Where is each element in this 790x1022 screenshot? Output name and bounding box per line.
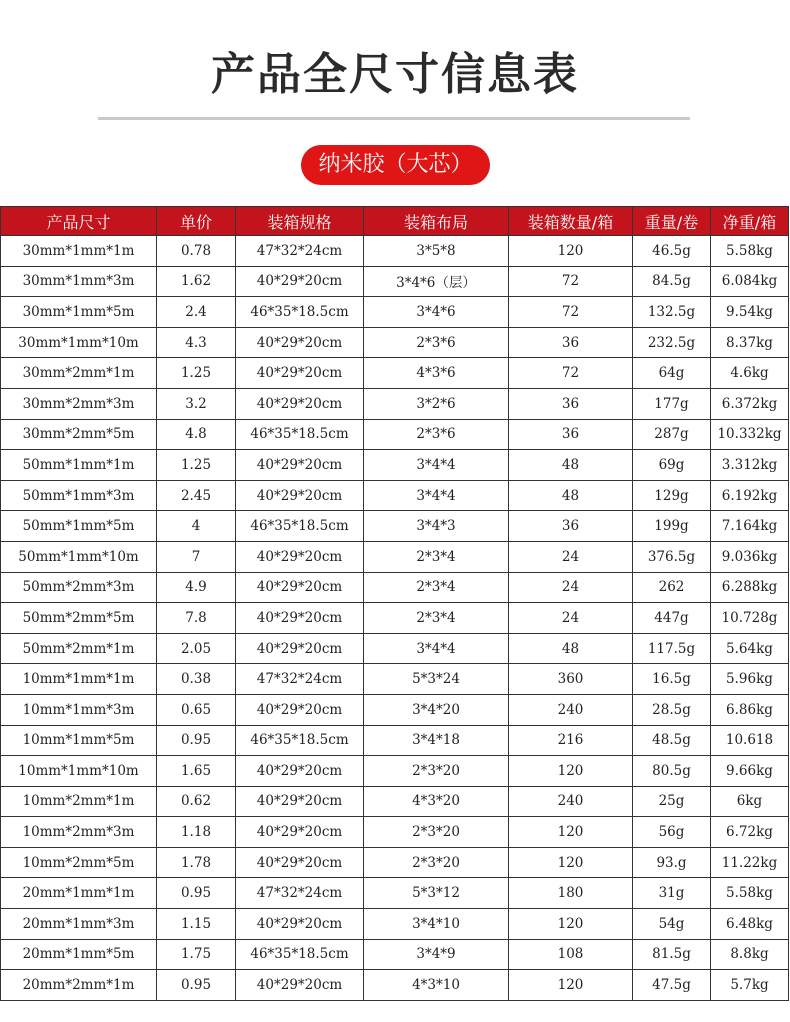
price-cell: 4.9 [157, 572, 236, 603]
qty-per-carton-cell: 120 [509, 756, 633, 787]
qty-per-carton-cell: 72 [509, 297, 633, 328]
weight-per-roll-cell: 69g [633, 450, 711, 481]
table-row [1, 633, 789, 664]
carton-layout-cell: 3*4*10 [364, 909, 509, 940]
weight-per-roll-cell: 93.g [633, 847, 711, 878]
weight-per-roll-cell: 132.5g [633, 297, 711, 328]
carton-spec-cell: 40*29*20cm [236, 786, 364, 817]
qty-per-carton-cell: 36 [509, 327, 633, 358]
net-weight-cell: 7.164kg [711, 511, 789, 542]
net-weight-cell: 6.72kg [711, 817, 789, 848]
carton-spec-cell: 40*29*20cm [236, 970, 364, 1001]
carton-layout-cell: 3*4*6 [364, 297, 509, 328]
price-cell: 0.65 [157, 694, 236, 725]
table-row [1, 511, 789, 542]
weight-per-roll-cell: 376.5g [633, 541, 711, 572]
size-cell: 50mm*1mm*5m [1, 511, 157, 542]
size-cell: 10mm*2mm*1m [1, 786, 157, 817]
net-weight-cell: 8.8kg [711, 939, 789, 970]
qty-per-carton-cell: 360 [509, 664, 633, 695]
product-size-table [0, 206, 789, 1001]
qty-per-carton-cell: 240 [509, 786, 633, 817]
qty-per-carton-cell: 120 [509, 970, 633, 1001]
carton-layout-cell: 3*4*9 [364, 939, 509, 970]
table-row [1, 817, 789, 848]
price-cell: 0.95 [157, 878, 236, 909]
net-weight-cell: 10.618 [711, 725, 789, 756]
carton-spec-cell: 40*29*20cm [236, 603, 364, 634]
table-row [1, 388, 789, 419]
carton-layout-cell: 4*3*10 [364, 970, 509, 1001]
price-cell: 0.38 [157, 664, 236, 695]
net-weight-cell: 8.37kg [711, 327, 789, 358]
column-header: 重量/卷 [633, 207, 711, 236]
qty-per-carton-cell: 120 [509, 909, 633, 940]
carton-layout-cell: 3*4*20 [364, 694, 509, 725]
size-cell: 10mm*1mm*5m [1, 725, 157, 756]
size-cell: 10mm*1mm*1m [1, 664, 157, 695]
qty-per-carton-cell: 24 [509, 572, 633, 603]
column-header: 产品尺寸 [1, 207, 157, 236]
carton-layout-cell: 3*5*8 [364, 236, 509, 267]
net-weight-cell: 4.6kg [711, 358, 789, 389]
table-row [1, 236, 789, 267]
qty-per-carton-cell: 72 [509, 358, 633, 389]
weight-per-roll-cell: 46.5g [633, 236, 711, 267]
price-cell: 1.78 [157, 847, 236, 878]
price-cell: 1.62 [157, 266, 236, 297]
carton-spec-cell: 46*35*18.5cm [236, 939, 364, 970]
size-cell: 50mm*2mm*5m [1, 603, 157, 634]
qty-per-carton-cell: 36 [509, 388, 633, 419]
carton-layout-cell: 3*4*6（层） [364, 266, 509, 297]
price-cell: 0.95 [157, 970, 236, 1001]
carton-layout-cell: 3*4*4 [364, 450, 509, 481]
net-weight-cell: 6.288kg [711, 572, 789, 603]
table-row [1, 664, 789, 695]
carton-layout-cell: 3*2*6 [364, 388, 509, 419]
carton-spec-cell: 47*32*24cm [236, 236, 364, 267]
carton-spec-cell: 40*29*20cm [236, 572, 364, 603]
weight-per-roll-cell: 262 [633, 572, 711, 603]
size-cell: 20mm*1mm*1m [1, 878, 157, 909]
table-row [1, 297, 789, 328]
size-cell: 10mm*2mm*3m [1, 817, 157, 848]
weight-per-roll-cell: 177g [633, 388, 711, 419]
qty-per-carton-cell: 216 [509, 725, 633, 756]
weight-per-roll-cell: 31g [633, 878, 711, 909]
qty-per-carton-cell: 240 [509, 694, 633, 725]
price-cell: 1.65 [157, 756, 236, 787]
carton-layout-cell: 2*3*20 [364, 817, 509, 848]
net-weight-cell: 6kg [711, 786, 789, 817]
carton-layout-cell: 2*3*4 [364, 572, 509, 603]
size-cell: 50mm*1mm*10m [1, 541, 157, 572]
carton-layout-cell: 4*3*20 [364, 786, 509, 817]
title-divider [98, 117, 690, 120]
net-weight-cell: 5.58kg [711, 236, 789, 267]
carton-spec-cell: 47*32*24cm [236, 664, 364, 695]
carton-layout-cell: 2*3*4 [364, 541, 509, 572]
weight-per-roll-cell: 47.5g [633, 970, 711, 1001]
weight-per-roll-cell: 232.5g [633, 327, 711, 358]
carton-spec-cell: 40*29*20cm [236, 388, 364, 419]
price-cell: 7.8 [157, 603, 236, 634]
table-row [1, 358, 789, 389]
table-header-row [1, 207, 789, 236]
carton-layout-cell: 2*3*20 [364, 756, 509, 787]
net-weight-cell: 9.66kg [711, 756, 789, 787]
net-weight-cell: 9.036kg [711, 541, 789, 572]
carton-spec-cell: 40*29*20cm [236, 266, 364, 297]
carton-layout-cell: 3*4*4 [364, 480, 509, 511]
weight-per-roll-cell: 80.5g [633, 756, 711, 787]
table-row [1, 725, 789, 756]
price-cell: 0.62 [157, 786, 236, 817]
table-row [1, 266, 789, 297]
weight-per-roll-cell: 81.5g [633, 939, 711, 970]
size-cell: 30mm*1mm*5m [1, 297, 157, 328]
carton-layout-cell: 5*3*12 [364, 878, 509, 909]
net-weight-cell: 11.22kg [711, 847, 789, 878]
carton-layout-cell: 2*3*4 [364, 603, 509, 634]
price-cell: 1.75 [157, 939, 236, 970]
table-row [1, 847, 789, 878]
size-cell: 30mm*1mm*10m [1, 327, 157, 358]
size-cell: 30mm*1mm*1m [1, 236, 157, 267]
page-title: 产品全尺寸信息表 [211, 49, 579, 100]
table-row [1, 878, 789, 909]
column-header: 装箱规格 [236, 207, 364, 236]
price-cell: 1.25 [157, 450, 236, 481]
carton-layout-cell: 4*3*6 [364, 358, 509, 389]
weight-per-roll-cell: 56g [633, 817, 711, 848]
qty-per-carton-cell: 36 [509, 419, 633, 450]
price-cell: 2.05 [157, 633, 236, 664]
carton-spec-cell: 40*29*20cm [236, 756, 364, 787]
net-weight-cell: 6.192kg [711, 480, 789, 511]
carton-layout-cell: 2*3*6 [364, 419, 509, 450]
size-cell: 30mm*1mm*3m [1, 266, 157, 297]
carton-spec-cell: 40*29*20cm [236, 327, 364, 358]
price-cell: 4 [157, 511, 236, 542]
carton-spec-cell: 46*35*18.5cm [236, 419, 364, 450]
net-weight-cell: 5.7kg [711, 970, 789, 1001]
size-cell: 10mm*1mm*3m [1, 694, 157, 725]
size-cell: 10mm*2mm*5m [1, 847, 157, 878]
table-row [1, 694, 789, 725]
net-weight-cell: 6.084kg [711, 266, 789, 297]
weight-per-roll-cell: 84.5g [633, 266, 711, 297]
size-cell: 30mm*2mm*1m [1, 358, 157, 389]
carton-layout-cell: 3*4*4 [364, 633, 509, 664]
carton-spec-cell: 40*29*20cm [236, 541, 364, 572]
table-row [1, 419, 789, 450]
carton-spec-cell: 46*35*18.5cm [236, 725, 364, 756]
carton-spec-cell: 40*29*20cm [236, 480, 364, 511]
table-row [1, 603, 789, 634]
carton-spec-cell: 40*29*20cm [236, 694, 364, 725]
weight-per-roll-cell: 28.5g [633, 694, 711, 725]
qty-per-carton-cell: 120 [509, 236, 633, 267]
weight-per-roll-cell: 287g [633, 419, 711, 450]
column-header: 装箱布局 [364, 207, 509, 236]
weight-per-roll-cell: 16.5g [633, 664, 711, 695]
carton-spec-cell: 40*29*20cm [236, 909, 364, 940]
category-badge: 纳米胶（大芯） [301, 145, 490, 185]
price-cell: 4.3 [157, 327, 236, 358]
table-row [1, 541, 789, 572]
column-header: 装箱数量/箱 [509, 207, 633, 236]
carton-spec-cell: 40*29*20cm [236, 817, 364, 848]
carton-spec-cell: 46*35*18.5cm [236, 297, 364, 328]
net-weight-cell: 5.64kg [711, 633, 789, 664]
size-cell: 50mm*1mm*1m [1, 450, 157, 481]
qty-per-carton-cell: 48 [509, 480, 633, 511]
price-cell: 3.2 [157, 388, 236, 419]
qty-per-carton-cell: 120 [509, 817, 633, 848]
price-cell: 2.4 [157, 297, 236, 328]
qty-per-carton-cell: 48 [509, 450, 633, 481]
size-cell: 50mm*1mm*3m [1, 480, 157, 511]
weight-per-roll-cell: 64g [633, 358, 711, 389]
size-cell: 10mm*1mm*10m [1, 756, 157, 787]
qty-per-carton-cell: 36 [509, 511, 633, 542]
qty-per-carton-cell: 72 [509, 266, 633, 297]
table-row [1, 939, 789, 970]
size-cell: 30mm*2mm*3m [1, 388, 157, 419]
price-cell: 1.25 [157, 358, 236, 389]
carton-spec-cell: 40*29*20cm [236, 358, 364, 389]
carton-layout-cell: 3*4*18 [364, 725, 509, 756]
qty-per-carton-cell: 120 [509, 847, 633, 878]
carton-spec-cell: 40*29*20cm [236, 633, 364, 664]
price-cell: 0.95 [157, 725, 236, 756]
size-cell: 20mm*1mm*3m [1, 909, 157, 940]
carton-spec-cell: 40*29*20cm [236, 450, 364, 481]
carton-spec-cell: 40*29*20cm [236, 847, 364, 878]
weight-per-roll-cell: 117.5g [633, 633, 711, 664]
table-row [1, 327, 789, 358]
price-cell: 7 [157, 541, 236, 572]
net-weight-cell: 5.58kg [711, 878, 789, 909]
table-row [1, 909, 789, 940]
weight-per-roll-cell: 25g [633, 786, 711, 817]
column-header: 净重/箱 [711, 207, 789, 236]
net-weight-cell: 5.96kg [711, 664, 789, 695]
net-weight-cell: 6.372kg [711, 388, 789, 419]
net-weight-cell: 9.54kg [711, 297, 789, 328]
qty-per-carton-cell: 24 [509, 541, 633, 572]
net-weight-cell: 6.86kg [711, 694, 789, 725]
table-row [1, 970, 789, 1001]
size-cell: 20mm*1mm*5m [1, 939, 157, 970]
price-cell: 1.18 [157, 817, 236, 848]
weight-per-roll-cell: 129g [633, 480, 711, 511]
price-cell: 0.78 [157, 236, 236, 267]
weight-per-roll-cell: 48.5g [633, 725, 711, 756]
column-header: 单价 [157, 207, 236, 236]
weight-per-roll-cell: 447g [633, 603, 711, 634]
carton-layout-cell: 5*3*24 [364, 664, 509, 695]
table-row [1, 756, 789, 787]
qty-per-carton-cell: 180 [509, 878, 633, 909]
carton-layout-cell: 3*4*3 [364, 511, 509, 542]
price-cell: 1.15 [157, 909, 236, 940]
carton-layout-cell: 2*3*6 [364, 327, 509, 358]
size-cell: 50mm*2mm*3m [1, 572, 157, 603]
weight-per-roll-cell: 199g [633, 511, 711, 542]
qty-per-carton-cell: 24 [509, 603, 633, 634]
table-row [1, 786, 789, 817]
net-weight-cell: 10.728g [711, 603, 789, 634]
table-row [1, 450, 789, 481]
carton-spec-cell: 47*32*24cm [236, 878, 364, 909]
size-cell: 50mm*2mm*1m [1, 633, 157, 664]
table-row [1, 480, 789, 511]
size-cell: 20mm*2mm*1m [1, 970, 157, 1001]
carton-spec-cell: 46*35*18.5cm [236, 511, 364, 542]
price-cell: 2.45 [157, 480, 236, 511]
net-weight-cell: 6.48kg [711, 909, 789, 940]
price-cell: 4.8 [157, 419, 236, 450]
weight-per-roll-cell: 54g [633, 909, 711, 940]
table-body [1, 236, 789, 1001]
qty-per-carton-cell: 48 [509, 633, 633, 664]
net-weight-cell: 10.332kg [711, 419, 789, 450]
table-row [1, 572, 789, 603]
carton-layout-cell: 2*3*20 [364, 847, 509, 878]
size-cell: 30mm*2mm*5m [1, 419, 157, 450]
net-weight-cell: 3.312kg [711, 450, 789, 481]
qty-per-carton-cell: 108 [509, 939, 633, 970]
